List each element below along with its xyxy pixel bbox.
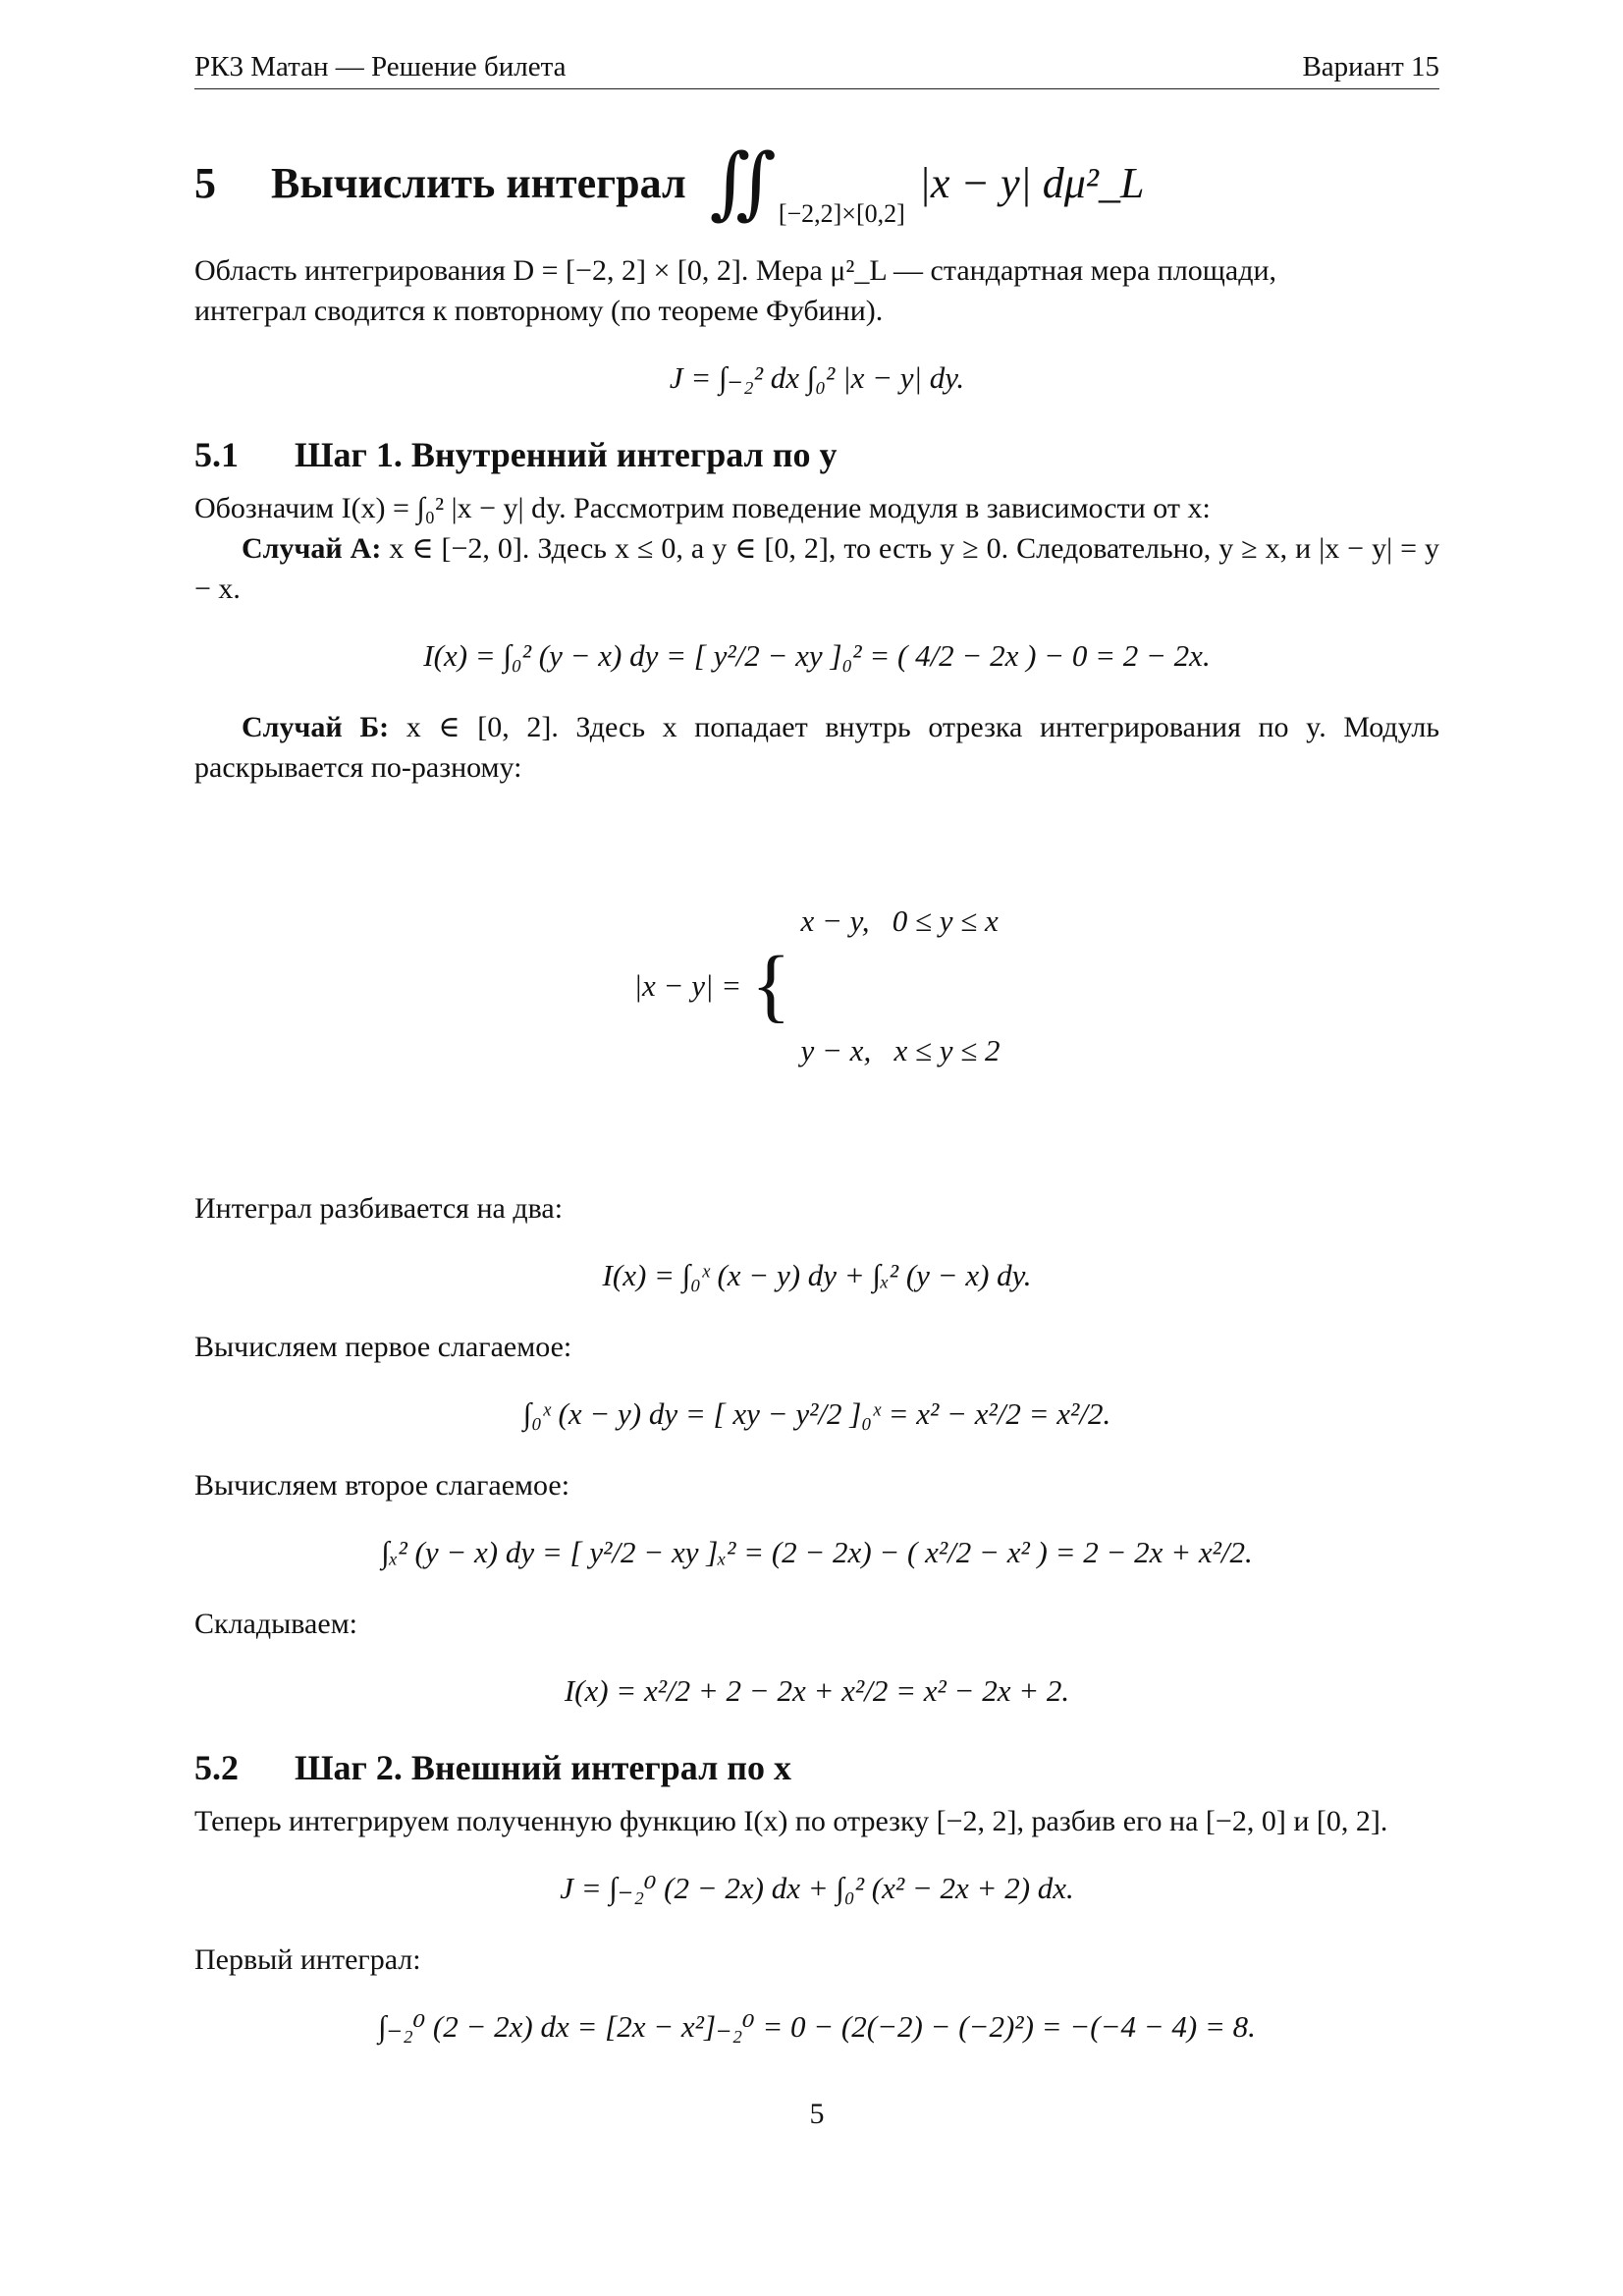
first-integral-equation: ∫₋₂⁰ (2 − 2x) dx = [2x − x²]₋₂⁰ = 0 − (2(−2) − (−2)²) = −(−4 − 4) = 8. [378, 2009, 1256, 2044]
case-b-label: Случай Б: [242, 711, 390, 743]
second-term-equation: ∫ₓ² (y − x) dy = [ y²/2 − xy ]ₓ² = (2 − 2x) − ( x²/2 − x² ) = 2 − 2x + x²/2. [381, 1535, 1253, 1569]
first-term-text: Вычисляем первое слагаемое: [194, 1331, 572, 1363]
case-a-equation: I(x) = ∫₀² (y − x) dy = [ y²/2 − xy ]₀² = ( 4/2 − 2x ) − 0 = 2 − 2x. [423, 638, 1211, 673]
brace: { [751, 940, 791, 1031]
intro-line-1: Область интегрирования D = [−2, 2] × [0, 2]. Мера μ²_L — стандартная мера площади, [194, 254, 1277, 287]
subsection-number: 5.1 [194, 435, 239, 474]
case-b-text: x ∈ [0, 2]. Здесь x попадает внутрь отрезка интегрирования по y. Модуль раскрывается по-разному: [194, 711, 1439, 784]
first-term-equation: ∫₀ˣ (x − y) dy = [ xy − y²/2 ]₀ˣ = x² − x²/2 = x²/2. [522, 1396, 1111, 1431]
piecewise-lhs: |x − y| = [633, 968, 742, 1003]
sum-equation: I(x) = x²/2 + 2 − 2x + x²/2 = x² − 2x + 2. [564, 1673, 1070, 1708]
subsection-number: 5.2 [194, 1748, 239, 1787]
intro-line-2: интеграл сводится к повторному (по теореме Фубини). [194, 295, 884, 327]
split-equation: I(x) = ∫₀ˣ (x − y) dy + ∫ₓ² (y − x) dy. [602, 1258, 1032, 1292]
case-a-label: Случай А: [242, 532, 382, 565]
piecewise-equation [194, 813, 1439, 1159]
integral-domain: [−2,2]×[0,2] [778, 198, 905, 228]
step1-intro: Обозначим I(x) = ∫₀² |x − y| dy. Рассмотрим поведение модуля в зависимости от x: [194, 492, 1211, 524]
header-rule [194, 88, 1439, 89]
section-math [709, 140, 1145, 228]
case-a [194, 528, 1439, 609]
split-text: Интеграл разбивается на два: [194, 1192, 564, 1225]
subsection-5-1 [194, 433, 1439, 476]
intro-paragraph [194, 250, 1439, 331]
piecewise-cases [801, 813, 1001, 1159]
document-page [194, 0, 1439, 2170]
step1-paragraph [194, 488, 1439, 609]
step2-equation: J = ∫₋₂⁰ (2 − 2x) dx + ∫₀² (x² − 2x + 2) dx. [560, 1871, 1074, 1905]
second-term-text: Вычисляем второе слагаемое: [194, 1469, 570, 1502]
first-integral-text: Первый интеграл: [194, 1943, 421, 1976]
piecewise-row-1: x − y, 0 ≤ y ≤ x [800, 903, 999, 938]
header-right: Вариант 15 [1302, 51, 1439, 82]
header-left: РК3 Матан — Решение билета [194, 51, 567, 82]
section-title: Вычислить интеграл [271, 158, 686, 207]
integrand: |x − y| dμ²_L [918, 158, 1145, 207]
piecewise-row-2: y − x, x ≤ y ≤ 2 [800, 1033, 1001, 1067]
running-header [194, 49, 1439, 84]
double-integral-sign: ∬ [709, 140, 777, 227]
case-a-text: x ∈ [−2, 0]. Здесь x ≤ 0, а y ∈ [0, 2], то есть y ≥ 0. Следовательно, y ≥ x, и |x − y| = y − x. [194, 532, 1439, 605]
case-b [194, 707, 1439, 788]
step2-paragraph: Теперь интегрируем полученную функцию I(x) по отрезку [−2, 2], разбив его на [−2, 0] и [0, 2]. [194, 1805, 1388, 1837]
page-number: 5 [809, 2098, 825, 2130]
section-number: 5 [194, 158, 216, 207]
equation-J: J = ∫₋₂² dx ∫₀² |x − y| dy. [669, 360, 965, 395]
subsection-title: Шаг 1. Внутренний интеграл по y [295, 435, 838, 474]
sum-text: Складываем: [194, 1608, 358, 1640]
subsection-5-2 [194, 1746, 1439, 1789]
section-heading [194, 140, 1439, 228]
subsection-title: Шаг 2. Внешний интеграл по x [295, 1748, 792, 1787]
